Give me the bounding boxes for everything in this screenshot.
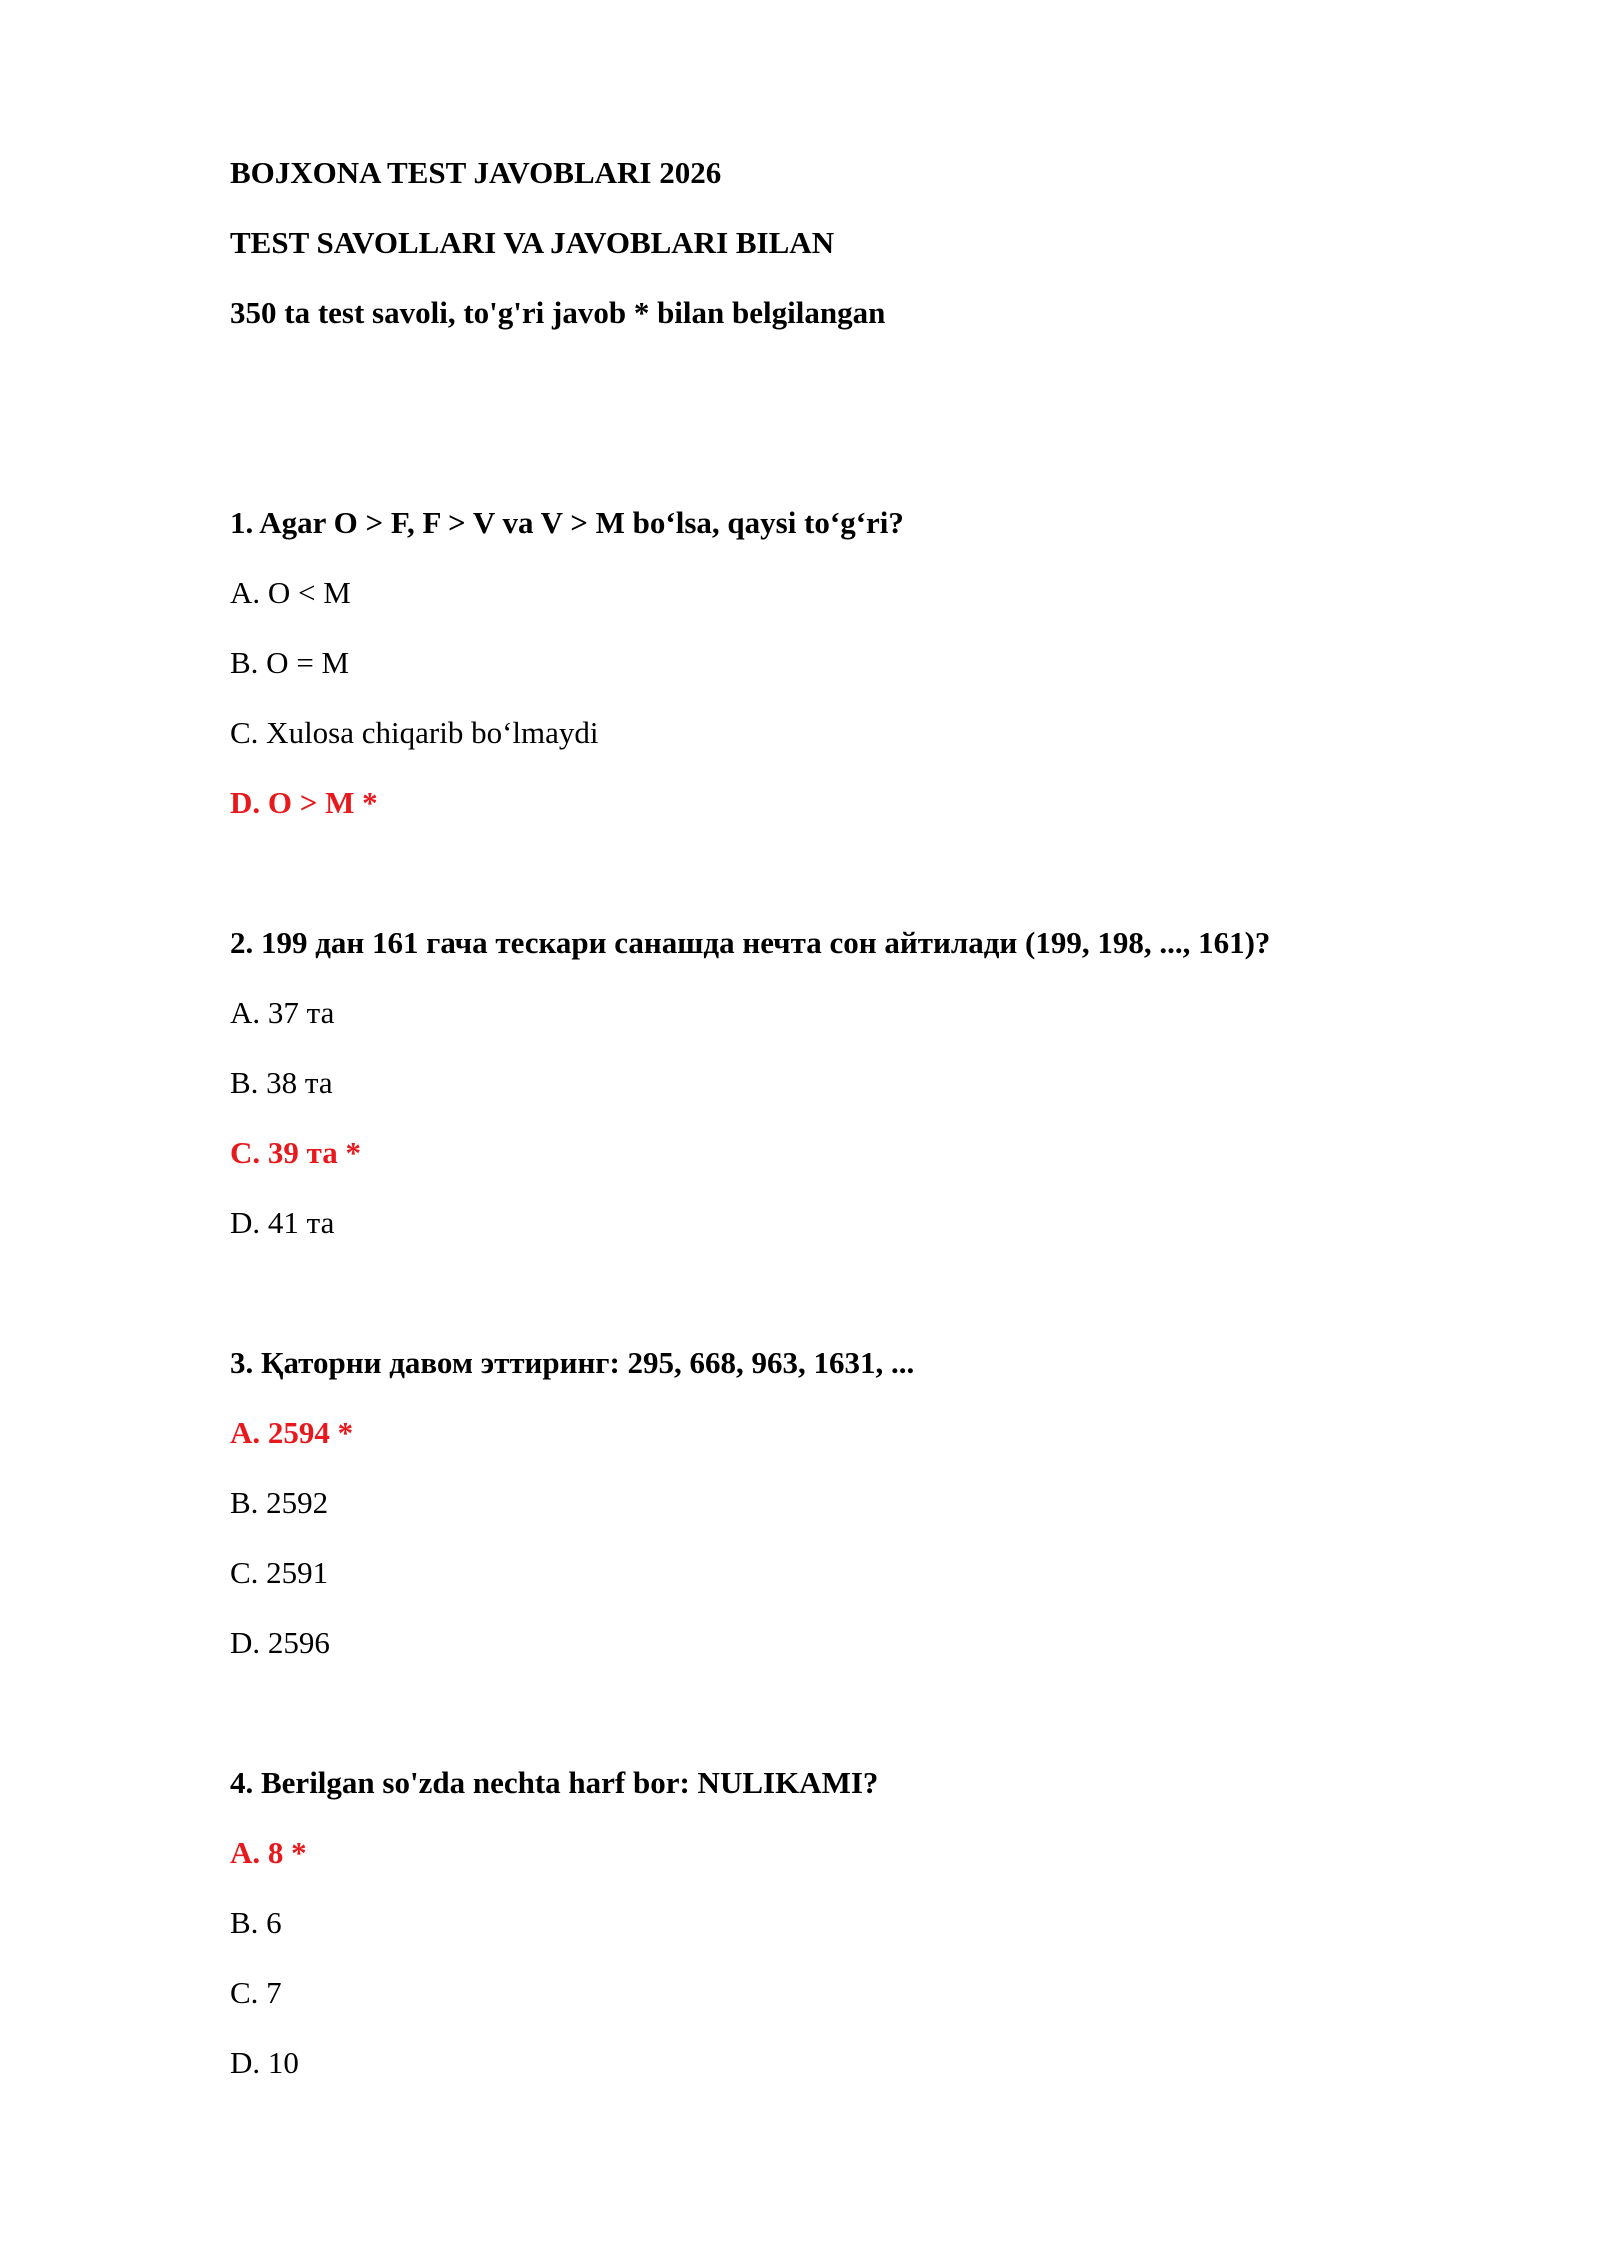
question-2: 2. 199 дан 161 гача тескари санашда нечта сон айтилади (199, 198, ..., 161)? — [230, 925, 1271, 960]
document-title: BOJXONA TEST JAVOBLARI 2026 — [230, 155, 722, 190]
question-4-option-d: D. 10 — [230, 2045, 299, 2080]
question-3-option-a-correct: A. 2594 * — [230, 1415, 354, 1450]
question-3-option-c: C. 2591 — [230, 1555, 329, 1590]
question-4-option-b: B. 6 — [230, 1905, 282, 1940]
question-2-option-d: D. 41 та — [230, 1205, 335, 1240]
question-4: 4. Berilgan so'zda nechta harf bor: NULIKAMI? — [230, 1765, 879, 1800]
question-3-option-b: B. 2592 — [230, 1485, 329, 1520]
question-4-option-a-correct: A. 8 * — [230, 1835, 307, 1870]
question-4-option-c: C. 7 — [230, 1975, 282, 2010]
document-note: 350 ta test savoli, to'g'ri javob * bilan belgilangan — [230, 295, 886, 330]
question-2-option-b: B. 38 та — [230, 1065, 333, 1100]
question-1-option-d-correct: D. O > M * — [230, 785, 378, 820]
question-2-option-a: A. 37 та — [230, 995, 335, 1030]
question-1-option-c: C. Xulosa chiqarib bo‘lmaydi — [230, 715, 599, 750]
question-1-option-b: B. O = M — [230, 645, 350, 680]
question-3: 3. Қаторни давом эттиринг: 295, 668, 963, 1631, ... — [230, 1345, 915, 1380]
document-subtitle: TEST SAVOLLARI VA JAVOBLARI BILAN — [230, 225, 835, 260]
question-2-option-c-correct: C. 39 та * — [230, 1135, 361, 1170]
question-1-option-a: A. O < M — [230, 575, 351, 610]
question-1: 1. Agar O > F, F > V va V > M bo‘lsa, qaysi to‘g‘ri? — [230, 505, 904, 540]
question-3-option-d: D. 2596 — [230, 1625, 330, 1660]
